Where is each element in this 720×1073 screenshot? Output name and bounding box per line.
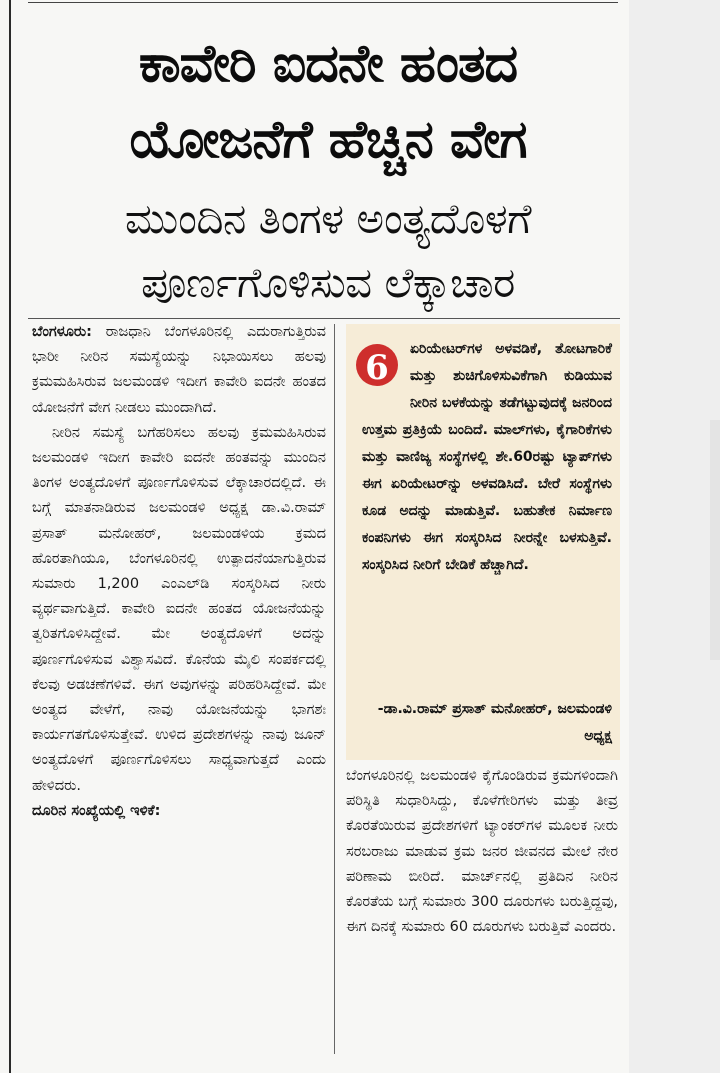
subhead: ದೂರಿನ ಸಂಖ್ಯೆಯಲ್ಲಿ ಇಳಿಕೆ: (32, 802, 161, 819)
column-divider (334, 324, 335, 1054)
paragraph-1 (32, 320, 326, 421)
headline-divider (28, 318, 620, 319)
dateline: ಬೆಂಗಳೂರು: (32, 324, 92, 340)
quote-box (346, 324, 620, 760)
paragraph-3-start (32, 799, 326, 824)
subheadline-line-2: ಪೂರ್ಣಗೊಳಿಸುವ ಲೆಕ್ಕಾಚಾರ (141, 258, 515, 307)
background-strip (624, 0, 720, 1073)
subheadline-line-1: ಮುಂದಿನ ತಿಂಗಳ ಅಂತ್ಯದೊಳಗೆ (124, 194, 532, 243)
background-bar (710, 420, 720, 660)
page-border-left (9, 0, 11, 1073)
quote-text (362, 336, 612, 579)
paragraph-3-continued: ಬೆಂಗಳೂರಿನಲ್ಲಿ ಜಲಮಂಡಳಿ ಕೈಗೊಂಡಿರುವ ಕ್ರಮಗಳಿಂದಾಗಿ ಪರಿಸ್ಥಿತಿ ಸುಧಾರಿಸಿದ್ದು, ಕೊಳೆಗೇರಿಗಳು ಮತ್ತು ತೀವ್ರ ಕೊರತೆಯಿರುವ ಪ್ರದೇಶಗಳಿಗೆ ಟ್ಯಾಂಕರ್‌ಗಳ ಮೂಲಕ ನೀರು ಸರಬರಾಜು ಮಾಡುವ ಕ್ರಮ ಜನರ ಜೀವನದ ಮೇಲೆ ನೇರ ಪರಿಣಾಮ ಬೀರಿದೆ. ಮಾರ್ಚ್‌ನಲ್ಲಿ ಪ್ರತಿದಿನ ನೀರಿನ ಕೊರತೆಯ ಬಗ್ಗೆ ಸುಮಾರು 300 ದೂರುಗಳು ಬರುತ್ತಿದ್ದವು, ಈಗ ದಿನಕ್ಕೆ ಸುಮಾರು 60 ದೂರುಗಳು ಬರುತ್ತಿವೆ ಎಂದರು. (346, 768, 618, 936)
quote-body: ಏರಿಯೇಟರ್‌ಗಳ ಅಳವಡಿಕೆ, ತೋಟಗಾರಿಕೆ ಮತ್ತು ಶುಚಿಗೊಳಿಸುವಿಕೆಗಾಗಿ ಕುಡಿಯುವ ನೀರಿನ ಬಳಕೆಯನ್ನು ತಡೆಗಟ್ಟುವುದಕ್ಕೆ ಜನರಿಂದ ಉತ್ತಮ ಪ್ರತಿಕ್ರಿಯೆ ಬಂದಿದೆ. ಮಾಲ್‌ಗಳು, ಕೈಗಾರಿಕೆಗಳು ಮತ್ತು ವಾಣಿಜ್ಯ ಸಂಸ್ಥೆಗಳಲ್ಲಿ ಶೇ.60ರಷ್ಟು ಟ್ಯಾಪ್‌ಗಳು ಈಗ ಏರಿಯೇಟರ್‌ನ್ನು ಅಳವಡಿಸಿದೆ. ಬೇರೆ ಸಂಸ್ಥೆಗಳು ಕೂಡ ಅದನ್ನು ಮಾಡುತ್ತಿವೆ. ಬಹುತೇಕ ನಿರ್ಮಾಣ ಕಂಪನಿಗಳು ಈಗ ಸಂಸ್ಕರಿಸಿದ ನೀರನ್ನೇ ಬಳಸುತ್ತಿವೆ. ಸಂಸ್ಕರಿಸಿದ ನೀರಿಗೆ ಬೇಡಿಕೆ ಹೆಚ್ಚಾಗಿದೆ. (362, 341, 612, 573)
paragraph-1-text: ರಾಜಧಾನಿ ಬೆಂಗಳೂರಿನಲ್ಲಿ ಎದುರಾಗುತ್ತಿರುವ ಭಾರೀ ನೀರಿನ ಸಮಸ್ಯೆಯನ್ನು ನಿಭಾಯಿಸಲು ಹಲವು ಕ್ರಮಮಹಿಸಿರುವ ಜಲಮಂಡಳಿ ಇದೀಗ ಕಾವೇರಿ ಐದನೇ ಹಂತದ ಯೋಜನೆಗೆ ವೇಗ ನೀಡಲು ಮುಂದಾಗಿದೆ. (32, 324, 326, 416)
headline-line-2: ಯೋಜನೆಗೆ ಹೆಚ್ಚಿನ ವೇಗ (129, 110, 527, 170)
article-column-right (346, 764, 618, 1064)
quote-mark-icon: 6 (356, 344, 398, 386)
headline-line-1: ಕಾವೇರಿ ಐದನೇ ಹಂತದ (138, 34, 518, 94)
article-column-left (32, 320, 326, 1060)
top-rule (28, 2, 618, 3)
quote-author: -ಡಾ.ವಿ.ರಾಮ್ ಪ್ರಸಾತ್ ಮನೋಹರ್, ಜಲಮಂಡಳಿ ಅಧ್ಯಕ್ಷ (377, 701, 612, 744)
paragraph-2: ನೀರಿನ ಸಮಸ್ಯೆ ಬಗೆಹರಿಸಲು ಹಲವು ಕ್ರಮಮಹಿಸಿರುವ ಜಲಮಂಡಳಿ ಇದೀಗ ಕಾವೇರಿ ಐದನೇ ಹಂತವನ್ನು ಮುಂದಿನ ತಿಂಗಳ ಅಂತ್ಯದೊಳಗೆ ಪೂರ್ಣಗೊಳಿಸುವ ಲೆಕ್ಕಾಚಾರದಲ್ಲಿದೆ. ಈ ಬಗ್ಗೆ ಮಾತನಾಡಿರುವ ಜಲಮಂಡಳಿ ಅಧ್ಯಕ್ಷ ಡಾ.ವಿ.ರಾಮ್ ಪ್ರಸಾತ್ ಮನೋಹರ್, ಜಲಮಂಡಳಿಯ ಕ್ರಮದ ಹೊರತಾಗಿಯೂ, ಬೆಂಗಳೂರಿನಲ್ಲಿ ಉತ್ಪಾದನೆಯಾಗುತ್ತಿರುವ ಸುಮಾರು 1,200 ಎಂಎಲ್‌ಡಿ ಸಂಸ್ಕರಿಸಿದ ನೀರು ವ್ಯರ್ಥವಾಗುತ್ತಿದೆ. ಕಾವೇರಿ ಐದನೇ ಹಂತದ ಯೋಜನೆಯನ್ನು ತ್ವರಿತಗೊಳಿಸಿದ್ದೇವೆ. ಮೇ ಅಂತ್ಯದೊಳಗೆ ಅದನ್ನು ಪೂರ್ಣಗೊಳಿಸುವ ವಿಶ್ವಾಸವಿದೆ. ಕೊನೆಯ ಮೈಲಿ ಸಂಪರ್ಕದಲ್ಲಿ ಕೆಲವು ಅಡಚಣೆಗಳಿವೆ. ಈಗ ಅವುಗಳನ್ನು ಪರಿಹರಿಸಿದ್ದೇವೆ. ಮೇ ಅಂತ್ಯದ ವೇಳೆಗೆ, ನಾವು ಯೋಜನೆಯನ್ನು ಭಾಗಶಃ ಕಾರ್ಯಗತಗೊಳಿಸುತ್ತೇವೆ. ಉಳಿದ ಪ್ರದೇಶಗಳನ್ನು ನಾವು ಜೂನ್ ಅಂತ್ಯದೊಳಗೆ ಪೂರ್ಣಗೊಳಿಸಲು ಸಾಧ್ಯವಾಗುತ್ತದೆ ಎಂದು ಹೇಳಿದರು. (32, 424, 326, 794)
